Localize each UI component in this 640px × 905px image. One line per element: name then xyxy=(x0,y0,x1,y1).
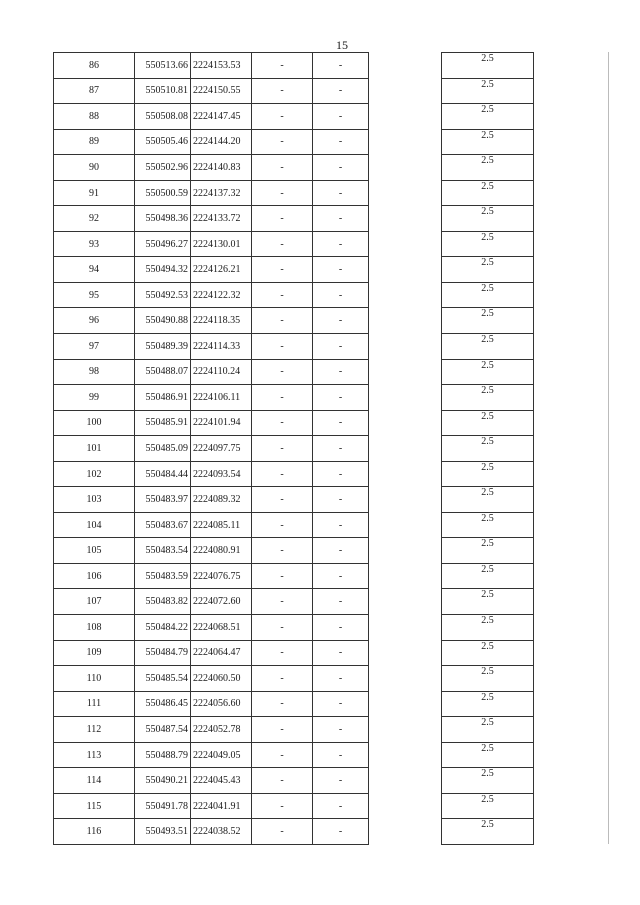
table-row xyxy=(54,538,369,564)
spacing-value-cell: 2.5 xyxy=(442,53,534,79)
spacing-value-cell: 2.5 xyxy=(442,742,534,768)
coordinates-table-body xyxy=(54,53,369,845)
table-row xyxy=(442,308,534,334)
table-row xyxy=(54,231,369,257)
spacing-value-cell: 2.5 xyxy=(442,257,534,283)
table-row xyxy=(54,666,369,692)
page-number: 15 xyxy=(336,38,348,52)
spacing-value-cell: 2.5 xyxy=(442,78,534,104)
table-row xyxy=(442,257,534,283)
point-number-cell: 94 xyxy=(54,257,135,283)
y-coordinate-cell: 2224038.52 xyxy=(191,819,252,845)
spacing-value-cell: 2.5 xyxy=(442,180,534,206)
table-row xyxy=(54,793,369,819)
y-coordinate-cell: 2224089.32 xyxy=(191,487,252,513)
spacing-value-cell: 2.5 xyxy=(442,410,534,436)
page-edge-divider xyxy=(608,52,609,844)
table-row xyxy=(442,334,534,360)
value-a-cell: - xyxy=(252,129,313,155)
table-row xyxy=(54,615,369,641)
value-a-cell: - xyxy=(252,819,313,845)
point-number-cell: 93 xyxy=(54,231,135,257)
x-coordinate-cell: 550490.88 xyxy=(135,308,191,334)
x-coordinate-cell: 550483.82 xyxy=(135,589,191,615)
value-b-cell: - xyxy=(313,206,369,232)
value-a-cell: - xyxy=(252,768,313,794)
value-a-cell: - xyxy=(252,308,313,334)
value-a-cell: - xyxy=(252,512,313,538)
table-row xyxy=(442,436,534,462)
value-b-cell: - xyxy=(313,819,369,845)
x-coordinate-cell: 550483.97 xyxy=(135,487,191,513)
point-number-cell: 95 xyxy=(54,282,135,308)
table-row xyxy=(54,206,369,232)
value-a-cell: - xyxy=(252,793,313,819)
y-coordinate-cell: 2224097.75 xyxy=(191,436,252,462)
y-coordinate-cell: 2224041.91 xyxy=(191,793,252,819)
table-row xyxy=(442,410,534,436)
point-number-cell: 89 xyxy=(54,129,135,155)
table-row xyxy=(442,461,534,487)
spacing-value-cell: 2.5 xyxy=(442,231,534,257)
y-coordinate-cell: 2224045.43 xyxy=(191,768,252,794)
spacing-value-cell: 2.5 xyxy=(442,563,534,589)
x-coordinate-cell: 550487.54 xyxy=(135,717,191,743)
table-row xyxy=(442,615,534,641)
y-coordinate-cell: 2224085.11 xyxy=(191,512,252,538)
y-coordinate-cell: 2224072.60 xyxy=(191,589,252,615)
value-b-cell: - xyxy=(313,538,369,564)
value-b-cell: - xyxy=(313,385,369,411)
value-a-cell: - xyxy=(252,155,313,181)
y-coordinate-cell: 2224068.51 xyxy=(191,615,252,641)
x-coordinate-cell: 550492.53 xyxy=(135,282,191,308)
table-row xyxy=(54,742,369,768)
point-number-cell: 86 xyxy=(54,53,135,79)
y-coordinate-cell: 2224150.55 xyxy=(191,78,252,104)
value-b-cell: - xyxy=(313,78,369,104)
value-a-cell: - xyxy=(252,589,313,615)
spacing-value-cell: 2.5 xyxy=(442,538,534,564)
point-number-cell: 90 xyxy=(54,155,135,181)
value-b-cell: - xyxy=(313,691,369,717)
point-number-cell: 112 xyxy=(54,717,135,743)
table-row xyxy=(54,563,369,589)
values-table xyxy=(441,52,534,845)
x-coordinate-cell: 550498.36 xyxy=(135,206,191,232)
x-coordinate-cell: 550510.81 xyxy=(135,78,191,104)
value-b-cell: - xyxy=(313,359,369,385)
table-row xyxy=(442,717,534,743)
value-a-cell: - xyxy=(252,282,313,308)
table-row xyxy=(442,793,534,819)
value-b-cell: - xyxy=(313,742,369,768)
table-row xyxy=(442,231,534,257)
value-a-cell: - xyxy=(252,359,313,385)
value-a-cell: - xyxy=(252,487,313,513)
value-b-cell: - xyxy=(313,436,369,462)
table-row xyxy=(442,666,534,692)
spacing-value-cell: 2.5 xyxy=(442,155,534,181)
value-b-cell: - xyxy=(313,717,369,743)
x-coordinate-cell: 550496.27 xyxy=(135,231,191,257)
value-b-cell: - xyxy=(313,334,369,360)
y-coordinate-cell: 2224122.32 xyxy=(191,282,252,308)
spacing-value-cell: 2.5 xyxy=(442,334,534,360)
value-b-cell: - xyxy=(313,410,369,436)
spacing-value-cell: 2.5 xyxy=(442,615,534,641)
value-a-cell: - xyxy=(252,104,313,130)
y-coordinate-cell: 2224110.24 xyxy=(191,359,252,385)
y-coordinate-cell: 2224137.32 xyxy=(191,180,252,206)
point-number-cell: 114 xyxy=(54,768,135,794)
spacing-value-cell: 2.5 xyxy=(442,359,534,385)
x-coordinate-cell: 550486.45 xyxy=(135,691,191,717)
y-coordinate-cell: 2224133.72 xyxy=(191,206,252,232)
table-row xyxy=(54,180,369,206)
point-number-cell: 116 xyxy=(54,819,135,845)
value-a-cell: - xyxy=(252,538,313,564)
x-coordinate-cell: 550484.44 xyxy=(135,461,191,487)
table-row xyxy=(54,78,369,104)
point-number-cell: 110 xyxy=(54,666,135,692)
value-b-cell: - xyxy=(313,231,369,257)
x-coordinate-cell: 550485.91 xyxy=(135,410,191,436)
table-row xyxy=(54,691,369,717)
spacing-value-cell: 2.5 xyxy=(442,691,534,717)
table-row xyxy=(442,538,534,564)
y-coordinate-cell: 2224056.60 xyxy=(191,691,252,717)
table-row xyxy=(442,129,534,155)
value-a-cell: - xyxy=(252,180,313,206)
table-row xyxy=(442,512,534,538)
y-coordinate-cell: 2224101.94 xyxy=(191,410,252,436)
value-b-cell: - xyxy=(313,308,369,334)
table-row xyxy=(442,819,534,845)
x-coordinate-cell: 550483.54 xyxy=(135,538,191,564)
table-row xyxy=(54,436,369,462)
point-number-cell: 113 xyxy=(54,742,135,768)
table-row xyxy=(54,487,369,513)
spacing-value-cell: 2.5 xyxy=(442,512,534,538)
y-coordinate-cell: 2224118.35 xyxy=(191,308,252,334)
point-number-cell: 107 xyxy=(54,589,135,615)
spacing-value-cell: 2.5 xyxy=(442,308,534,334)
point-number-cell: 103 xyxy=(54,487,135,513)
x-coordinate-cell: 550485.54 xyxy=(135,666,191,692)
values-table-body xyxy=(442,53,534,845)
table-row xyxy=(442,180,534,206)
value-a-cell: - xyxy=(252,691,313,717)
spacing-value-cell: 2.5 xyxy=(442,129,534,155)
y-coordinate-cell: 2224153.53 xyxy=(191,53,252,79)
y-coordinate-cell: 2224060.50 xyxy=(191,666,252,692)
y-coordinate-cell: 2224052.78 xyxy=(191,717,252,743)
value-a-cell: - xyxy=(252,615,313,641)
table-row xyxy=(442,640,534,666)
value-a-cell: - xyxy=(252,78,313,104)
point-number-cell: 87 xyxy=(54,78,135,104)
value-a-cell: - xyxy=(252,461,313,487)
table-row xyxy=(442,768,534,794)
point-number-cell: 96 xyxy=(54,308,135,334)
x-coordinate-cell: 550500.59 xyxy=(135,180,191,206)
point-number-cell: 92 xyxy=(54,206,135,232)
spacing-value-cell: 2.5 xyxy=(442,819,534,845)
y-coordinate-cell: 2224140.83 xyxy=(191,155,252,181)
table-row xyxy=(54,640,369,666)
value-b-cell: - xyxy=(313,563,369,589)
x-coordinate-cell: 550485.09 xyxy=(135,436,191,462)
point-number-cell: 101 xyxy=(54,436,135,462)
x-coordinate-cell: 550494.32 xyxy=(135,257,191,283)
value-a-cell: - xyxy=(252,231,313,257)
value-b-cell: - xyxy=(313,793,369,819)
value-a-cell: - xyxy=(252,640,313,666)
table-row xyxy=(442,563,534,589)
table-row xyxy=(54,282,369,308)
value-b-cell: - xyxy=(313,155,369,181)
spacing-value-cell: 2.5 xyxy=(442,461,534,487)
x-coordinate-cell: 550489.39 xyxy=(135,334,191,360)
table-row xyxy=(54,104,369,130)
y-coordinate-cell: 2224126.21 xyxy=(191,257,252,283)
y-coordinate-cell: 2224106.11 xyxy=(191,385,252,411)
x-coordinate-cell: 550490.21 xyxy=(135,768,191,794)
point-number-cell: 100 xyxy=(54,410,135,436)
point-number-cell: 88 xyxy=(54,104,135,130)
spacing-value-cell: 2.5 xyxy=(442,793,534,819)
y-coordinate-cell: 2224147.45 xyxy=(191,104,252,130)
table-row xyxy=(442,691,534,717)
value-b-cell: - xyxy=(313,589,369,615)
table-row xyxy=(54,589,369,615)
value-b-cell: - xyxy=(313,640,369,666)
point-number-cell: 105 xyxy=(54,538,135,564)
y-coordinate-cell: 2224130.01 xyxy=(191,231,252,257)
table-row xyxy=(442,385,534,411)
point-number-cell: 106 xyxy=(54,563,135,589)
value-b-cell: - xyxy=(313,615,369,641)
x-coordinate-cell: 550486.91 xyxy=(135,385,191,411)
x-coordinate-cell: 550491.78 xyxy=(135,793,191,819)
x-coordinate-cell: 550488.07 xyxy=(135,359,191,385)
table-row xyxy=(54,410,369,436)
table-row xyxy=(54,717,369,743)
point-number-cell: 99 xyxy=(54,385,135,411)
table-row xyxy=(442,487,534,513)
spacing-value-cell: 2.5 xyxy=(442,589,534,615)
y-coordinate-cell: 2224064.47 xyxy=(191,640,252,666)
spacing-value-cell: 2.5 xyxy=(442,666,534,692)
coordinates-table xyxy=(53,52,369,845)
table-row xyxy=(54,819,369,845)
table-row xyxy=(442,359,534,385)
point-number-cell: 109 xyxy=(54,640,135,666)
point-number-cell: 91 xyxy=(54,180,135,206)
value-a-cell: - xyxy=(252,717,313,743)
value-a-cell: - xyxy=(252,385,313,411)
value-b-cell: - xyxy=(313,257,369,283)
spacing-value-cell: 2.5 xyxy=(442,206,534,232)
x-coordinate-cell: 550513.66 xyxy=(135,53,191,79)
point-number-cell: 102 xyxy=(54,461,135,487)
table-row xyxy=(442,742,534,768)
spacing-value-cell: 2.5 xyxy=(442,385,534,411)
value-b-cell: - xyxy=(313,53,369,79)
table-row xyxy=(54,359,369,385)
value-b-cell: - xyxy=(313,461,369,487)
table-row xyxy=(54,53,369,79)
table-row xyxy=(54,129,369,155)
table-row xyxy=(442,78,534,104)
table-row xyxy=(54,308,369,334)
x-coordinate-cell: 550484.22 xyxy=(135,615,191,641)
x-coordinate-cell: 550493.51 xyxy=(135,819,191,845)
point-number-cell: 104 xyxy=(54,512,135,538)
value-b-cell: - xyxy=(313,180,369,206)
spacing-value-cell: 2.5 xyxy=(442,104,534,130)
table-row xyxy=(54,461,369,487)
value-a-cell: - xyxy=(252,563,313,589)
table-row xyxy=(54,155,369,181)
value-b-cell: - xyxy=(313,487,369,513)
point-number-cell: 115 xyxy=(54,793,135,819)
x-coordinate-cell: 550488.79 xyxy=(135,742,191,768)
table-row xyxy=(54,512,369,538)
x-coordinate-cell: 550508.08 xyxy=(135,104,191,130)
value-b-cell: - xyxy=(313,512,369,538)
value-a-cell: - xyxy=(252,410,313,436)
value-a-cell: - xyxy=(252,436,313,462)
x-coordinate-cell: 550484.79 xyxy=(135,640,191,666)
value-a-cell: - xyxy=(252,742,313,768)
y-coordinate-cell: 2224144.20 xyxy=(191,129,252,155)
value-b-cell: - xyxy=(313,666,369,692)
spacing-value-cell: 2.5 xyxy=(442,640,534,666)
y-coordinate-cell: 2224076.75 xyxy=(191,563,252,589)
table-row xyxy=(54,385,369,411)
value-b-cell: - xyxy=(313,282,369,308)
spacing-value-cell: 2.5 xyxy=(442,487,534,513)
y-coordinate-cell: 2224049.05 xyxy=(191,742,252,768)
table-row xyxy=(54,334,369,360)
table-row xyxy=(442,206,534,232)
spacing-value-cell: 2.5 xyxy=(442,282,534,308)
table-row xyxy=(54,768,369,794)
value-b-cell: - xyxy=(313,129,369,155)
value-a-cell: - xyxy=(252,257,313,283)
x-coordinate-cell: 550483.59 xyxy=(135,563,191,589)
value-a-cell: - xyxy=(252,334,313,360)
point-number-cell: 98 xyxy=(54,359,135,385)
table-row xyxy=(442,589,534,615)
y-coordinate-cell: 2224114.33 xyxy=(191,334,252,360)
value-a-cell: - xyxy=(252,53,313,79)
y-coordinate-cell: 2224080.91 xyxy=(191,538,252,564)
point-number-cell: 108 xyxy=(54,615,135,641)
point-number-cell: 111 xyxy=(54,691,135,717)
spacing-value-cell: 2.5 xyxy=(442,436,534,462)
table-row xyxy=(442,53,534,79)
spacing-value-cell: 2.5 xyxy=(442,717,534,743)
x-coordinate-cell: 550505.46 xyxy=(135,129,191,155)
value-b-cell: - xyxy=(313,104,369,130)
table-row xyxy=(442,104,534,130)
value-b-cell: - xyxy=(313,768,369,794)
point-number-cell: 97 xyxy=(54,334,135,360)
value-a-cell: - xyxy=(252,666,313,692)
value-a-cell: - xyxy=(252,206,313,232)
table-row xyxy=(442,282,534,308)
x-coordinate-cell: 550502.96 xyxy=(135,155,191,181)
x-coordinate-cell: 550483.67 xyxy=(135,512,191,538)
table-row xyxy=(442,155,534,181)
spacing-value-cell: 2.5 xyxy=(442,768,534,794)
y-coordinate-cell: 2224093.54 xyxy=(191,461,252,487)
table-row xyxy=(54,257,369,283)
